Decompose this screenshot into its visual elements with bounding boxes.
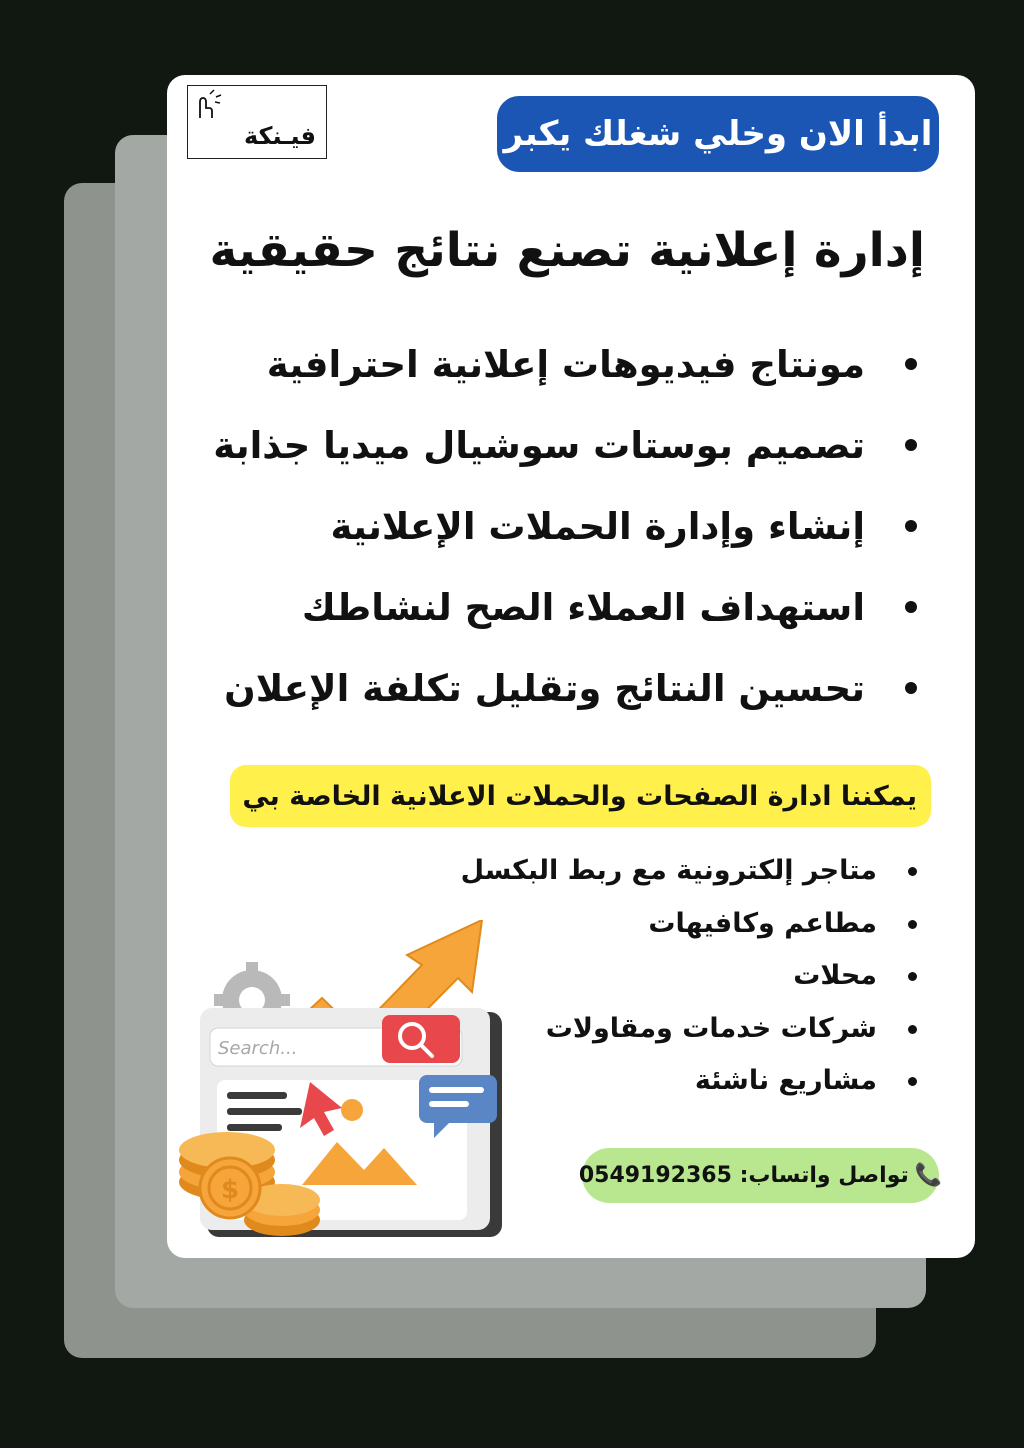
contact-label: تواصل واتساب: 0549192365	[578, 1163, 909, 1188]
hand-click-icon	[190, 88, 230, 122]
services-list	[213, 340, 917, 745]
marketing-illustration	[172, 920, 507, 1250]
list-item: إنشاء وإدارة الحملات الإعلانية	[227, 502, 917, 583]
highlight-banner: يمكننا ادارة الصفحات والحملات الاعلانية الخاصة بي	[230, 765, 931, 827]
search-placeholder: Search...	[218, 1038, 298, 1059]
list-item: محلات	[397, 953, 917, 1006]
list-item: مونتاج فيديوهات إعلانية احترافية	[227, 340, 917, 421]
list-item: تصميم بوستات سوشيال ميديا جذابة	[227, 421, 917, 502]
page-title: إدارة إعلانية تصنع نتائج حقيقية	[209, 223, 925, 278]
logo-text: فيـنكة	[243, 122, 316, 150]
list-item: شركات خدمات ومقاولات	[397, 1006, 917, 1059]
list-item: مطاعم وكافيهات	[397, 901, 917, 954]
list-item: استهداف العملاء الصح لنشاطك	[227, 583, 917, 664]
brand-logo	[187, 85, 327, 159]
flyer-card	[167, 75, 975, 1258]
cta-banner: ابدأ الان وخلي شغلك يكبر	[497, 96, 939, 172]
whatsapp-contact[interactable]	[578, 1148, 943, 1203]
list-item: تحسين النتائج وتقليل تكلفة الإعلان	[227, 664, 917, 745]
svg-text:$: $	[220, 1175, 240, 1205]
list-item: مشاريع ناشئة	[397, 1058, 917, 1111]
phone-icon: 📞	[914, 1163, 943, 1188]
list-item: متاجر إلكترونية مع ربط البكسل	[397, 848, 917, 901]
